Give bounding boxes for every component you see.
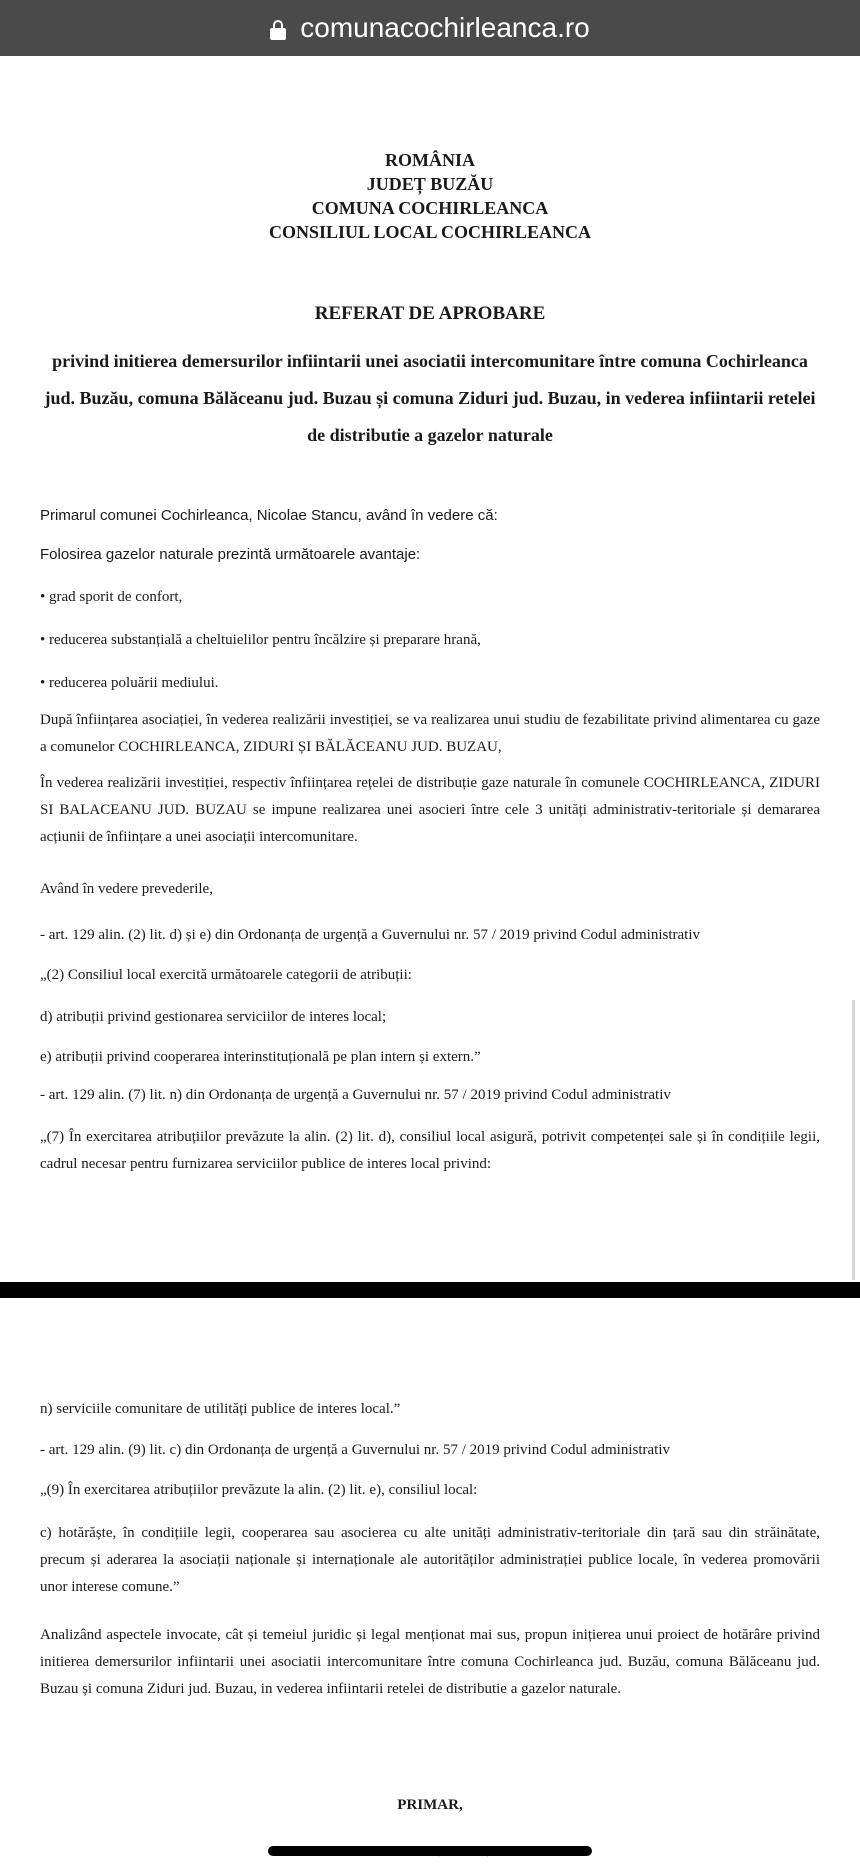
document-title: REFERAT DE APROBARE (314, 303, 546, 324)
signature-title: PRIMAR, (397, 1797, 463, 1813)
header-commune: COMUNA COCHIRLEANCA (311, 198, 549, 218)
page-edge (852, 1000, 855, 1280)
law-item: d) atribuții privind gestionarea serviciilor de interes local; (40, 1009, 387, 1025)
url-text: comunacochirleanca.ro (300, 12, 590, 43)
law-item: n) serviciile comunitare de utilități publice de interes local.” (40, 1401, 401, 1417)
network-paragraph: În vederea realizării investiției, respectiv înființarea rețelei de distribuție gaze naturale în comunele COCHIRLEANCA, ZIDURI SI BALACEANU JUD. BUZAU se impune realizarea unei asocieri între cele 3 unități administrativ-teritoriale și demararea acțiunii de înființare a unei asociații intercomunitare. (40, 775, 820, 845)
page-break-divider (0, 1282, 860, 1298)
document-header (0, 148, 860, 244)
article-reference: - art. 129 alin. (2) lit. d) și e) din Ordonanța de urgență a Guvernului nr. 57 / 2019 privind Codul administrativ (40, 927, 701, 943)
law-quote: „(7) În exercitarea atribuțiilor prevăzute la alin. (2) lit. d), consiliul local asigură, potrivit competenței sale și în condițiile legii, cadrul necesar pentru furnizarea serviciilor publice de interes local privind: (40, 1129, 820, 1172)
document-subtitle: privind initierea demersurilor infiintarii unei asociatii intercomunitare între comuna Cochirleanca jud. Buzău, comuna Bălăceanu jud. Buzau și comuna Ziduri jud. Buzau, in vederea infiintarii retelei de distributie a gazelor naturale (44, 351, 816, 445)
header-country: ROMÂNIA (385, 150, 475, 170)
bullet-item: • grad sporit de confort, (40, 589, 183, 605)
law-item: e) atribuții privind cooperarea interinstituțională pe plan intern și extern.” (40, 1049, 481, 1065)
conclusion-paragraph: Analizând aspectele invocate, cât și temeiul juridic și legal menționat mai sus, propun inițierea unui proiect de hotărâre privind initierea demersurilor infiintarii unei asociatii intercomunitare între comuna Cochirleanca jud. Buzău, comuna Bălăceanu jud. Buzau și comuna Ziduri jud. Buzau, in vederea infiintarii retelei de distributie a gazelor naturale. (40, 1627, 820, 1697)
browser-url-bar[interactable] (0, 0, 860, 56)
intro-paragraph: Primarul comunei Cochirleanca, Nicolae Stancu, având în vedere că: (40, 507, 498, 524)
home-indicator[interactable] (268, 1846, 592, 1856)
article-reference: - art. 129 alin. (9) lit. c) din Ordonanța de urgență a Guvernului nr. 57 / 2019 privind Codul administrativ (40, 1442, 671, 1458)
law-quote: „(2) Consiliul local exercită următoarele categorii de atribuții: (40, 967, 412, 983)
lock-icon (270, 20, 286, 40)
article-reference: - art. 129 alin. (7) lit. n) din Ordonanța de urgență a Guvernului nr. 57 / 2019 privind Codul administrativ (40, 1087, 671, 1103)
law-item: c) hotărăște, în condițiile legii, cooperarea sau asocierea cu alte unități administrativ-teritoriale din țară sau din străinătate, precum și aderarea la asociații naționale și internaționale ale autorităților administrației publice locale, în vederea promovării unor interese comune.” (40, 1525, 820, 1595)
bullet-item: • reducerea poluării mediului. (40, 675, 219, 691)
header-council: CONSILIUL LOCAL COCHIRLEANCA (268, 222, 592, 242)
law-quote: „(9) În exercitarea atribuțiilor prevăzute la alin. (2) lit. e), consiliul local: (40, 1482, 478, 1498)
advantages-intro: Folosirea gazelor naturale prezintă următoarele avantaje: (40, 546, 421, 563)
bullet-item: • reducerea substanțială a cheltuielilor pentru încălzire și preparare hrană, (40, 632, 481, 648)
header-county: JUDEȚ BUZĂU (366, 174, 494, 194)
provisions-intro: Având în vedere prevederile, (40, 881, 213, 897)
study-paragraph: După înființarea asociației, în vederea realizării investiției, se va realizarea unui studiu de fezabilitate privind alimentarea cu gaze a comunelor COCHIRLEANCA, ZIDURI ȘI BĂLĂCEANU JUD. BUZAU, (40, 712, 820, 755)
